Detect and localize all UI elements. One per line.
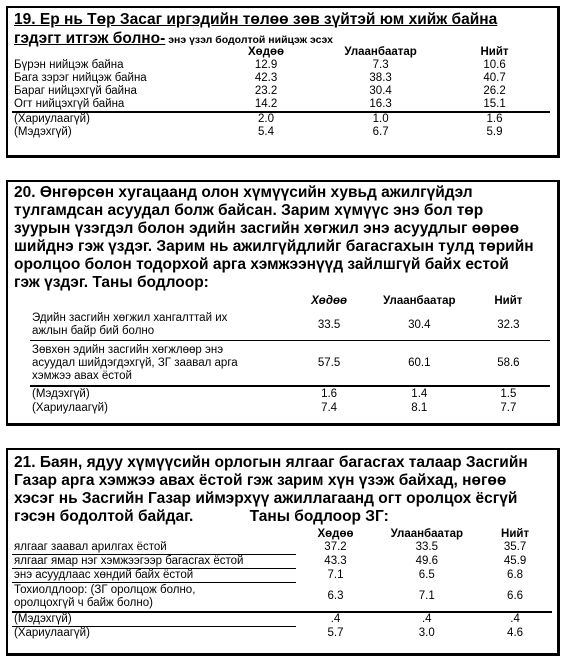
table-row [12,59,550,72]
column-header: Хөдөө [311,295,347,307]
cell-value: 38.3 [369,72,392,84]
table-row [12,583,552,613]
cell-value: 14.2 [254,98,278,110]
question-20-title [14,184,551,292]
row-label: Бараг нийцэхгүй байна [14,85,137,97]
row-label: (Мэдэхгүй) [12,612,296,627]
row-label-line: ажлын байр бий болно [32,325,155,337]
table-row [12,85,550,98]
cell-value: 58.6 [467,341,550,387]
title-line: 21. Баян, ядуу хүмүүсийн орлогын ялгааг багасгах талаар Засгийн [14,454,528,471]
cell-value: 45.9 [503,555,527,567]
cell-value: 6.6 [507,590,524,603]
cell-value: 7.1 [327,569,344,581]
table-header [12,46,550,59]
table-row [30,386,550,401]
cell-value: 40.7 [483,72,506,84]
title-line: гэж үздэг. Таны бодлоор: [14,274,209,291]
cell-value: 4.6 [507,626,524,639]
title-line: шийднэ гэж үздэг. Зарим нь ажилгүйдлийг багасгахын тулд төрийн [14,238,534,255]
cell-value: 16.3 [369,98,392,110]
question-20-table [30,292,550,415]
title-line: 20. Өнгөрсөн хугацаанд олон хүмүүсийн хувьд ажилгүйдэл [14,184,473,201]
cell-value: 12.9 [254,59,278,71]
table-row [12,541,552,555]
cell-value: 6.7 [372,126,389,138]
cell-value: 7.1 [418,590,435,603]
column-header: Улаанбаатар [344,46,417,58]
row-label-line: хэмжээ авах ёстой [32,369,132,382]
cell-value: .4 [478,612,552,627]
cell-value: 23.2 [254,85,278,97]
question-19-note: энэ үзэл бодолтой нийцэж эсэх [165,34,334,46]
cell-value: 6.5 [418,569,435,581]
cell-value: 1.4 [372,386,467,401]
column-header: Хөдөө [248,46,285,58]
column-header: Хөдөө [317,528,354,540]
cell-value: .4 [296,612,376,627]
cell-value: 7.7 [500,401,517,414]
table-row [12,126,550,139]
row-label: (Мэдэхгүй) [14,126,72,138]
cell-value: 1.5 [467,386,550,401]
cell-value: 49.6 [415,555,438,567]
row-label: (Мэдэхгүй) [30,386,286,401]
table-row [30,310,550,341]
row-label [30,310,286,341]
table-header [30,292,550,310]
cell-value: 6.8 [507,569,524,581]
cell-value: 57.5 [286,341,371,387]
title-line: оролцоо болон тодорхой арга хэмжээнүүд зайлшгүй байх естой [14,256,509,273]
table-header [12,528,552,541]
column-header: Улаанбаатар [383,295,456,307]
question-20-box [6,180,560,426]
row-label-line: оролцохгүй ч байж болно) [14,597,153,609]
column-header: Нийт [494,295,523,307]
row-label: (Хариулаагүй) [32,401,108,414]
question-19-title [14,10,551,50]
cell-value: 30.4 [408,318,431,331]
cell-value: 1.6 [286,386,371,401]
column-header: Нийт [480,46,509,58]
cell-value: 30.4 [369,85,392,97]
table-row [12,98,550,112]
cell-value: 33.5 [317,318,341,331]
cell-value: 5.4 [258,126,275,138]
table-row [30,341,550,387]
row-label: Бага зэрэг нийцэж байна [14,72,147,84]
question-19-title-line1: 19. Ер нь Төр Засаг иргэдийн төлөө зөв зүйтэй юм хийж байна [14,11,498,28]
cell-value: 3.0 [418,626,435,639]
question-21-table [12,528,552,640]
row-label-line: асуудал шийдэгдэхгүй, ЗГ заавал арга [32,356,238,369]
cell-value: 43.3 [324,555,347,567]
question-21-box [6,448,560,656]
row-label: ялгааг ямар нэг хэмжээгээр багасгах ёстой [12,555,296,569]
row-label-line: Эдийн засгийн хөгжил хангалттай их [32,312,228,324]
table-row [12,112,550,126]
cell-value: 26.2 [483,85,506,97]
cell-value: 1.0 [322,112,439,126]
question-21-title [14,454,551,526]
row-label-line: Тохиолдлоор: (ЗГ оролцож болно, [14,584,196,596]
table-row [12,612,552,627]
cell-value: 60.1 [372,341,467,387]
cell-value: 42.3 [254,72,278,84]
question-19-table [12,46,550,139]
cell-value: 2.0 [210,112,322,126]
cell-value: 37.2 [324,541,347,554]
title-line-left: гэсэн бодолтой байдаг. [14,508,194,525]
cell-value: 8.1 [411,401,428,414]
table-row [12,555,552,569]
row-label: энэ асуудлаас хөндий байх ёстой [12,569,296,583]
table-row [12,72,550,85]
cell-value: 15.1 [483,98,506,110]
row-label-line: Зөвхөн эдийн засгийн хөгжлөөр энэ [32,343,224,356]
row-label [30,341,286,387]
row-label: Бүрэн нийцэж байна [14,59,124,71]
question-19-title-line2: гэдэгт итгэж болно- [14,30,166,47]
cell-value: 33.5 [415,541,438,554]
row-label: Огт нийцэхгүй байна [14,98,125,110]
cell-value: 1.6 [439,112,550,126]
title-line-last [14,508,551,526]
cell-value: .4 [375,612,478,627]
row-label: ялгааг заавал арилгах ёстой [14,541,167,553]
column-header: Улаанбаатар [390,528,463,540]
cell-value: 5.9 [486,126,503,138]
column-header: Нийт [501,528,530,540]
table-row [12,569,552,583]
title-line: тулгамдсан асуудал болж байсан. Зарим хүмүүс энэ бол төр [14,202,484,219]
cell-value: 6.3 [327,590,344,603]
question-19-box [6,6,560,158]
title-line-right: Таны бодлоор ЗГ: [249,508,389,525]
title-line: зуурын үзэгдэл болон эдийн засгийн хөгжил энэ асуудлыг өөрөө [14,220,520,237]
row-label: (Хариулаагүй) [12,627,296,641]
title-line: Газар арга хэмжээ авах ёстой гэж зарим хүн үзэж байхад, нөгөө [14,472,507,489]
table-row [30,401,550,415]
cell-value: 7.4 [321,401,338,414]
cell-value: 7.3 [372,59,389,71]
table-row [12,627,552,641]
cell-value: 32.3 [497,318,520,331]
cell-value: 5.7 [327,626,344,639]
title-line: хэсэг нь Засгийн Газар иймэрхүү ажиллагаанд огт оролцох ёсгүй [14,490,518,507]
row-label: (Хариулаагүй) [12,112,210,126]
row-label [12,583,296,613]
cell-value: 35.7 [503,541,527,554]
cell-value: 10.6 [483,59,506,71]
